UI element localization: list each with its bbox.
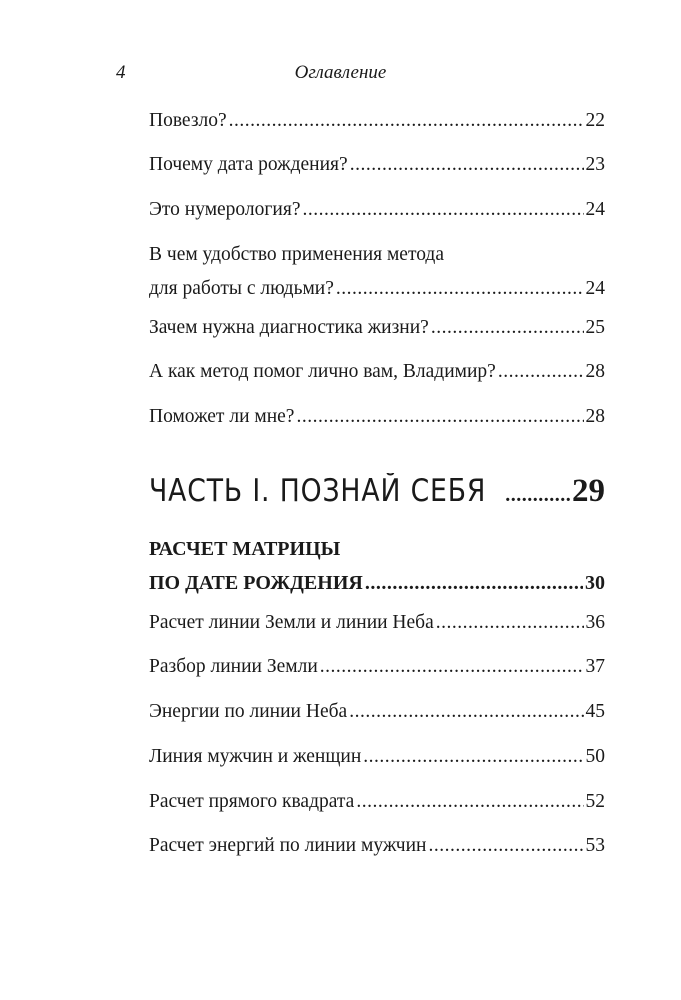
toc-entry-page: 36 [585, 612, 605, 633]
leader-dots [336, 272, 584, 306]
leader-dots [356, 785, 583, 819]
toc-entry-page: 24 [585, 199, 605, 220]
chapter-title-continued: ПО ДАТЕ РОЖДЕНИЯ [149, 572, 363, 594]
toc-entry-page: 25 [585, 317, 605, 338]
leader-dots [505, 470, 570, 520]
toc-entry[interactable] [149, 311, 605, 345]
leader-dots [498, 355, 584, 389]
toc-entry-page: 28 [585, 361, 605, 382]
toc-entry-title: Зачем нужна диагностика жизни? [149, 317, 429, 338]
leader-dots [320, 650, 584, 684]
toc-entry-title: Почему дата рождения? [149, 154, 348, 175]
chapter-page: 30 [585, 572, 605, 594]
leader-dots [229, 104, 584, 138]
toc-entry[interactable] [149, 355, 605, 389]
toc-entry-page: 24 [585, 278, 605, 299]
page-header [0, 62, 681, 92]
toc-entry-title: Разбор линии Земли [149, 656, 318, 677]
toc-entry-title: Линия мужчин и женщин [149, 746, 362, 767]
toc-entry-title-continued: для работы с людьми? [149, 278, 334, 299]
toc-entry-page: 22 [585, 110, 605, 131]
toc-entry-title: Повезло? [149, 110, 227, 131]
toc-entry-title: Расчет линии Земли и линии Неба [149, 612, 434, 633]
toc-entry-page: 53 [585, 835, 605, 856]
part-title: ЧАСТЬ I. ПОЗНАЙ СЕБЯ [149, 473, 487, 509]
toc-entry[interactable] [149, 650, 605, 684]
toc-entry-title: А как метод помог лично вам, Владимир? [149, 361, 496, 382]
toc-entry[interactable] [149, 606, 605, 640]
toc-entry[interactable] [149, 193, 605, 227]
toc-entry-title: Энергии по линии Неба [149, 701, 348, 722]
leader-dots [302, 193, 583, 227]
leader-dots [429, 829, 584, 863]
part-page: 29 [572, 473, 605, 509]
page-number: 4 [116, 62, 126, 83]
toc-chapter-entry[interactable] [149, 532, 605, 600]
toc-entry-page: 37 [585, 656, 605, 677]
toc-part-entry[interactable] [149, 466, 605, 520]
running-title: Оглавление [294, 62, 387, 83]
toc-entry-title: В чем удобство применения метода [149, 244, 444, 265]
toc-entry[interactable] [149, 400, 605, 434]
toc-entry-page: 52 [585, 791, 605, 812]
leader-dots [365, 566, 583, 600]
toc-entry[interactable] [149, 695, 605, 729]
toc-entry[interactable] [149, 104, 605, 138]
toc-entry-title: Это нумерология? [149, 199, 301, 220]
toc-entry[interactable] [149, 740, 605, 774]
toc-entry-title: Поможет ли мне? [149, 406, 295, 427]
leader-dots [363, 740, 583, 774]
leader-dots [296, 400, 583, 434]
chapter-title: РАСЧЕТ МАТРИЦЫ [149, 538, 341, 560]
leader-dots [431, 311, 584, 345]
toc-entry-page: 23 [585, 154, 605, 175]
toc-entry[interactable] [149, 785, 605, 819]
toc-entry[interactable] [149, 238, 605, 306]
toc-entry[interactable] [149, 148, 605, 182]
toc-entry[interactable] [149, 829, 605, 863]
leader-dots [349, 695, 583, 729]
leader-dots [350, 148, 584, 182]
toc-entry-title: Расчет прямого квадрата [149, 791, 355, 812]
toc-entry-page: 45 [585, 701, 605, 722]
toc-entry-title: Расчет энергий по линии мужчин [149, 835, 427, 856]
toc-entry-page: 50 [585, 746, 605, 767]
leader-dots [436, 606, 584, 640]
toc-entry-page: 28 [585, 406, 605, 427]
